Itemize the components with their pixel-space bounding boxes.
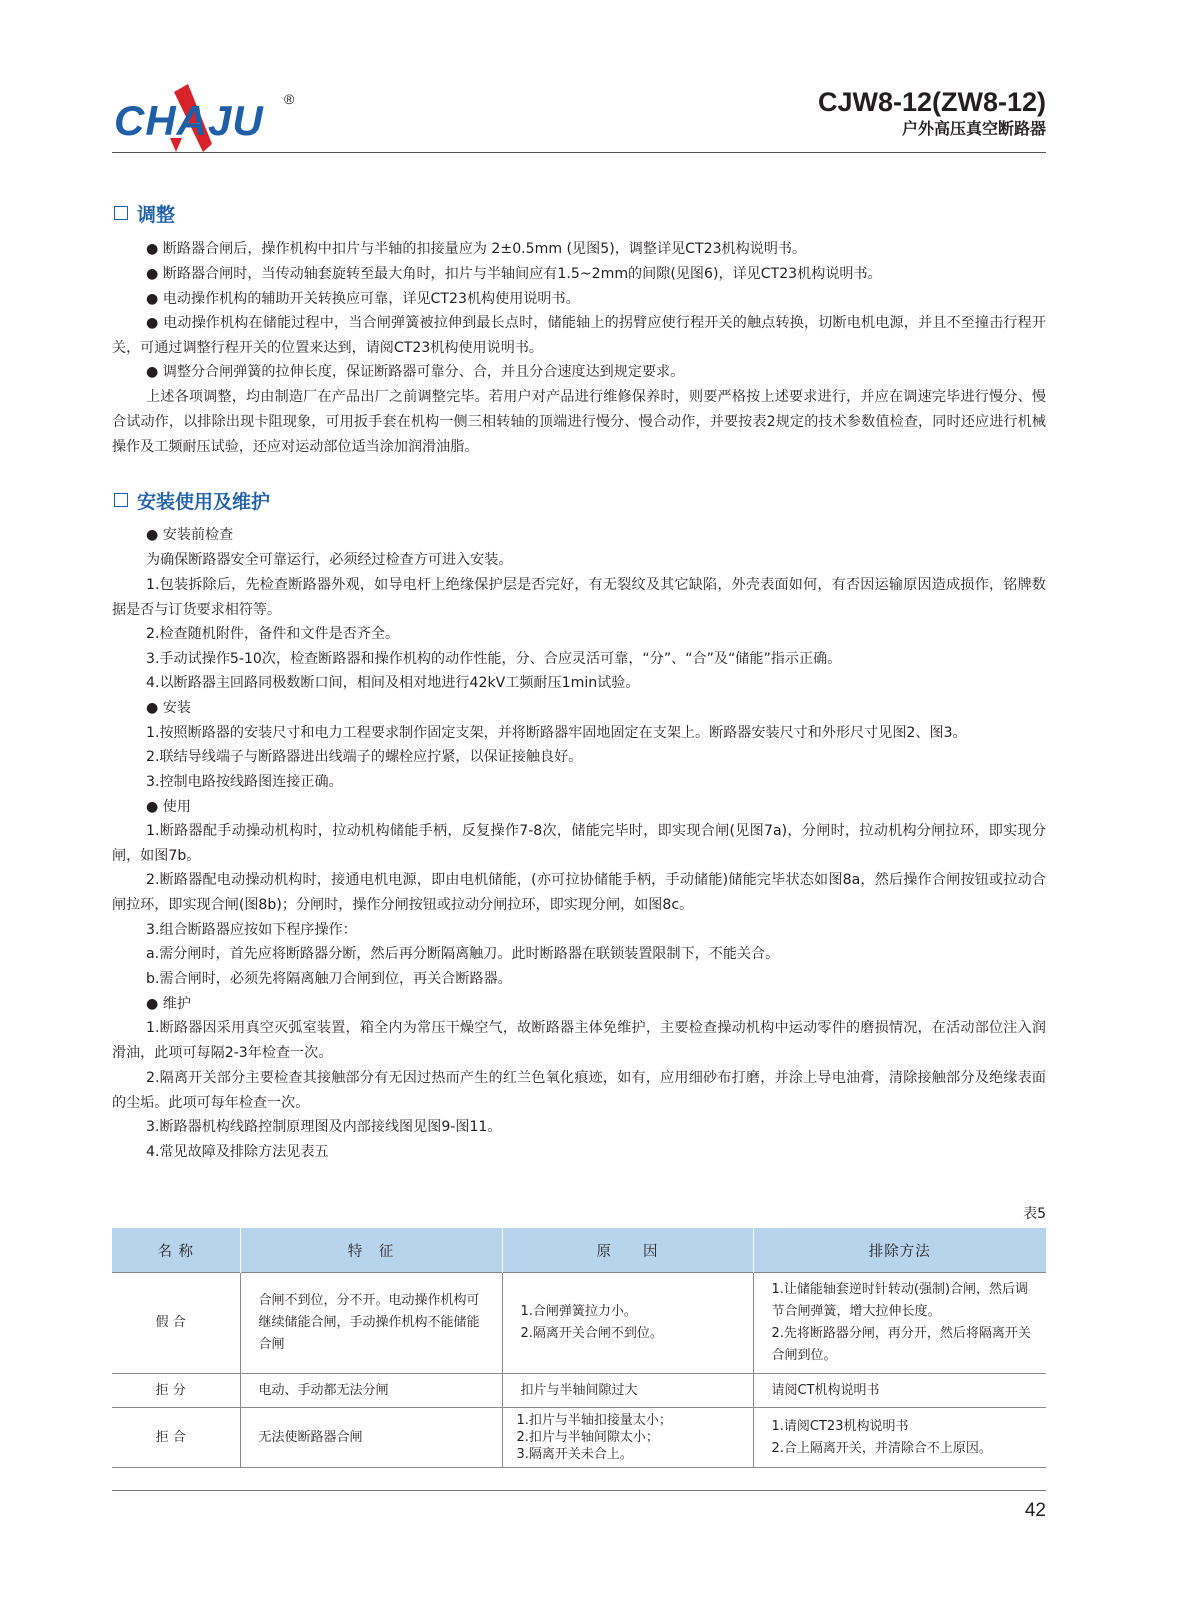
table-header-row — [112, 1228, 1046, 1273]
table-row — [112, 1374, 1046, 1408]
header-name: 名 称 — [112, 1228, 240, 1273]
cause-line: 3.隔离开关未合上。 — [516, 1447, 633, 1462]
remedy-line: 请阅CT机构说明书 — [771, 1382, 880, 1398]
row-name: 假 合 — [112, 1273, 240, 1374]
table-caption: 表5 — [1023, 1206, 1046, 1222]
row-cause — [502, 1273, 753, 1374]
footer-divider — [112, 1490, 1046, 1491]
logo-registered-mark: ® — [284, 91, 295, 107]
install-heading: ● 安装 — [112, 696, 1046, 721]
section-install-label: 安装使用及维护 — [137, 490, 271, 513]
row-cause — [502, 1374, 753, 1408]
install-item-2: 2.联结导线端子与断路器进出线端子的螺栓应拧紧，以保证接触良好。 — [146, 749, 583, 765]
adjust-bullet-3: ● 电动操作机构的辅助开关转换应可靠，详见CT23机构使用说明书。 — [112, 287, 1046, 312]
install-item-3: 3.控制电路按线路图连接正确。 — [146, 774, 343, 790]
precheck-item-3: 3.手动试操作5-10次，检查断路器和操作机构的动作性能，分、合应灵活可靠，“分”、“合”及“储能”指示正确。 — [146, 651, 842, 667]
cause-line: 扣片与半轴间隙过大 — [520, 1382, 638, 1398]
product-subtitle: 户外高压真空断路器 — [901, 119, 1046, 138]
header-cause: 原 因 — [502, 1228, 753, 1273]
section-adjustment-label: 调整 — [137, 203, 176, 226]
header-divider — [112, 152, 1046, 153]
header-right — [818, 86, 1046, 140]
row-remedy — [753, 1408, 1046, 1468]
cause-line: 1.合闸弹簧拉力小。 — [520, 1304, 637, 1319]
row-feature: 合闸不到位，分不开。电动操作机构可继续储能合闸，手动操作机构不能储能合闸 — [240, 1273, 502, 1374]
section-install-title — [114, 486, 270, 514]
row-name: 拒 合 — [112, 1408, 240, 1468]
adjust-summary: 上述各项调整，均由制造厂在产品出厂之前调整完毕。若用户对产品进行维修保养时，则要严格按上述要求进行，并应在调速完毕进行慢分、慢合试动作，以排除出现卡阻现象，可用扳手套在机构一侧三相转轴的顶端进行慢分、慢合动作，并要按表2规定的技术参数值检查，同时还应进行机械操作及工频耐压试验，还应对运动部位适当涂加润滑油脂。 — [112, 389, 1046, 455]
precheck-heading: ● 安装前检查 — [112, 523, 1046, 548]
row-name: 拒 分 — [112, 1374, 240, 1408]
page-number: 42 — [1024, 1500, 1046, 1521]
checkbox-square-icon — [114, 206, 128, 220]
use-item-1: 1.断路器配手动操动机构时，拉动机构储能手柄，反复操作7-8次，储能完毕时，即实现合闸(见图7a)，分闸时，拉动机构分闸拉环，即实现分闸，如图7b。 — [112, 823, 1046, 864]
use-item-3: 3.组合断路器应按如下程序操作： — [146, 922, 357, 938]
table-row — [112, 1273, 1046, 1374]
use-item-5: b.需合闸时，必须先将隔离触刀合闸到位，再关合断路器。 — [146, 971, 512, 987]
remedy-line: 2.合上隔离开关，并清除合不上原因。 — [771, 1440, 992, 1456]
use-item-2: 2.断路器配电动操动机构时，接通电机电源，即由电机储能，(亦可拉协储能手柄，手动储能)储能完毕状态如图8a，然后操作合闸按钮或拉动合闸拉环，即实现合闸(图8b)；分闸时，操作分闸按钮或拉动分闸拉环，即实现分闸，如图8c。 — [112, 872, 1046, 913]
maintain-item-3: 3.断路器机构线路控制原理图及内部接线图见图9-图11。 — [146, 1119, 502, 1135]
adjust-bullet-2: ● 断路器合闸时，当传动轴套旋转至最大角时，扣片与半轴间应有1.5~2mm的间隙(见图6)，详见CT23机构说明书。 — [112, 262, 1046, 287]
chaju-logo — [112, 80, 312, 158]
header-feature: 特 征 — [240, 1228, 502, 1273]
maintain-heading: ● 维护 — [112, 992, 1046, 1017]
cause-line: 1.扣片与半轴扣接量太小； — [516, 1413, 672, 1428]
cause-line: 2.隔离开关合闸不到位。 — [520, 1326, 663, 1341]
row-remedy — [753, 1374, 1046, 1408]
cause-line: 2.扣片与半轴间隙太小； — [516, 1430, 659, 1445]
adjust-bullet-1: ● 断路器合闸后，操作机构中扣片与半轴的扣接量应为 2±0.5mm (见图5)，调整详见CT23机构说明书。 — [112, 237, 1046, 262]
remedy-line: 1.让储能轴套逆时针转动(强制)合闸，然后调节合闸弹簧，增大拉伸长度。 — [771, 1282, 1029, 1319]
row-feature: 电动、手动都无法分闸 — [240, 1374, 502, 1408]
remedy-line: 2.先将断路器分闸，再分开，然后将隔离开关合闸到位。 — [771, 1326, 1031, 1363]
maintain-item-2: 2.隔离开关部分主要检查其接触部分有无因过热而产生的红兰色氧化痕迹，如有，应用细砂布打磨，并涂上导电油膏，清除接触部分及绝缘表面的尘垢。此项可每年检查一次。 — [112, 1070, 1046, 1111]
section-adjustment-title — [114, 199, 175, 227]
precheck-item-1: 1.包装拆除后，先检查断路器外观，如导电杆上绝缘保护层是否完好，有无裂纹及其它缺陷，外壳表面如何，有否因运输原因造成损作，铭牌数据是否与订货要求相符等。 — [112, 577, 1046, 618]
row-cause — [502, 1408, 753, 1468]
header-remedy: 排除方法 — [753, 1228, 1046, 1273]
adjust-bullet-4: ● 电动操作机构在储能过程中，当合闸弹簧被拉伸到最长点时，储能轴上的拐臂应使行程开关的触点转换，切断电机电源，并且不至撞击行程开关，可通过调整行程开关的位置来达到，请阅CT23机构使用说明书。 — [112, 311, 1046, 361]
install-item-1: 1.按照断路器的安装尺寸和电力工程要求制作固定支架，并将断路器牢固地固定在支架上。断路器安装尺寸和外形尺寸见图2、图3。 — [146, 725, 967, 741]
row-remedy — [753, 1273, 1046, 1374]
use-item-4: a.需分闸时，首先应将断路器分断，然后再分断隔离触刀。此时断路器在联锁装置限制下，不能关合。 — [146, 946, 780, 962]
product-model: CJW8-12(ZW8-12) — [817, 87, 1046, 117]
maintain-item-4: 4.常见故障及排除方法见表五 — [146, 1144, 329, 1160]
precheck-intro: 为确保断路器安全可靠运行，必须经过检查方可进入安装。 — [146, 552, 513, 568]
logo-wordmark: CHAJU — [114, 97, 264, 144]
precheck-item-4: 4.以断路器主回路同极数断口间，相间及相对地进行42kV工频耐压1min试验。 — [146, 675, 640, 691]
table-row — [112, 1408, 1046, 1468]
row-feature: 无法使断路器合闸 — [240, 1408, 502, 1468]
maintain-item-1: 1.断路器因采用真空灭弧室装置，箱全内为常压干燥空气，故断路器主体免维护，主要检查操动机构中运动零件的磨损情况，在活动部位注入润滑油，此项可每隔2-3年检查一次。 — [112, 1020, 1046, 1061]
adjust-bullet-5: ● 调整分合闸弹簧的拉伸长度，保证断路器可靠分、合，并且分合速度达到规定要求。 — [112, 360, 1046, 385]
fault-table — [112, 1228, 1046, 1468]
checkbox-square-icon — [114, 493, 128, 507]
use-heading: ● 使用 — [112, 795, 1046, 820]
remedy-line: 1.请阅CT23机构说明书 — [771, 1418, 909, 1434]
precheck-item-2: 2.检查随机附件，备件和文件是否齐全。 — [146, 626, 400, 642]
